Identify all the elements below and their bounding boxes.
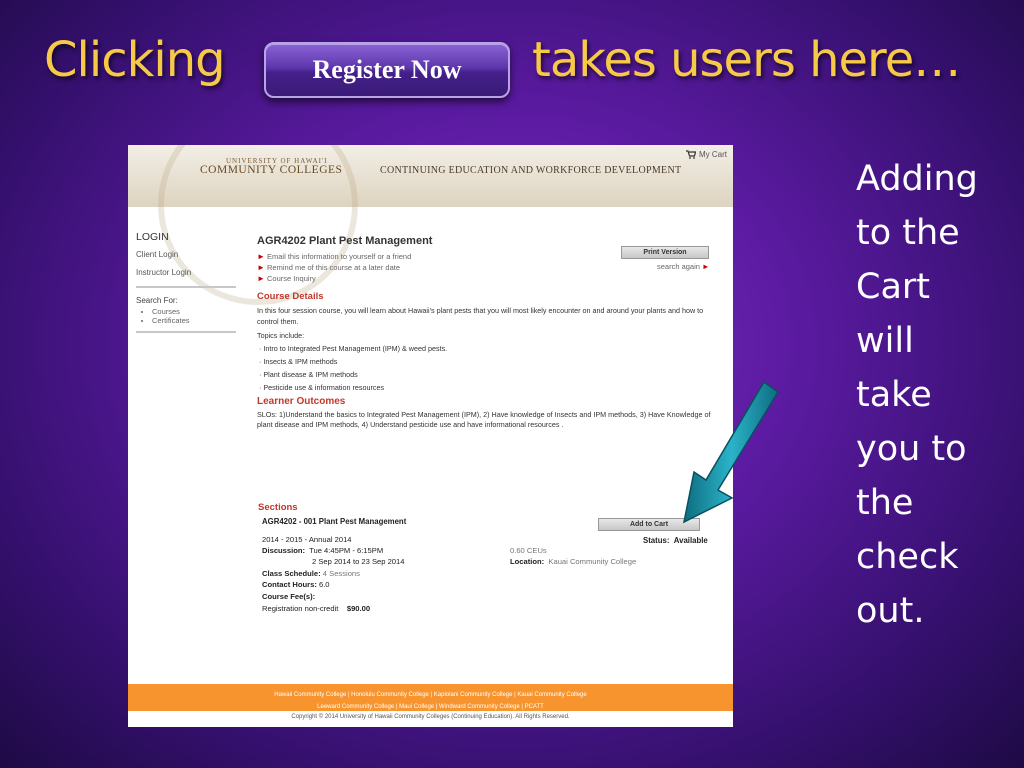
schedule-value[interactable]: 4 Sessions <box>322 569 360 578</box>
contact-hours-value: 6.0 <box>318 580 330 589</box>
community-colleges-logo[interactable]: COMMUNITY COLLEGES <box>200 164 343 176</box>
discussion-time: Tue 4:45PM - 6:15PM <box>309 546 384 555</box>
caption-line: you to <box>856 429 967 469</box>
red-arrow-icon: ► <box>257 263 265 272</box>
division-title: CONTINUING EDUCATION AND WORKFORCE DEVELOPMENT <box>380 165 682 176</box>
discussion-label: Discussion: <box>262 546 306 555</box>
sidebar-divider <box>136 286 236 288</box>
section-title: AGR4202 - 001 Plant Pest Management <box>262 517 407 526</box>
sections-heading: Sections <box>258 502 298 513</box>
ceus: 0.60 CEUs <box>510 546 547 555</box>
topic-item: · Plant disease & IPM methods <box>259 370 358 379</box>
red-arrow-icon: ► <box>257 252 265 261</box>
email-info-link[interactable] <box>257 252 719 261</box>
caption-line: take <box>856 375 932 415</box>
contact-hours-label: Contact Hours: <box>262 580 317 589</box>
status-value: Available <box>673 536 708 545</box>
topic-text: Intro to Integrated Pest Management (IPM) & weed pests. <box>263 344 448 353</box>
term: 2014 - 2015 - Annual 2014 <box>262 535 352 544</box>
sidebar-divider <box>136 331 236 333</box>
discussion-row <box>262 546 383 555</box>
action-label: Email this information to yourself or a friend <box>267 252 412 261</box>
login-heading: LOGIN <box>136 231 169 243</box>
contact-hours-row <box>262 580 330 589</box>
search-list <box>152 307 236 325</box>
topics-intro: Topics include: <box>257 331 305 340</box>
learner-outcomes-text: SLOs: 1)Understand the basics to Integrated Pest Management (IPM), 2) Have knowledge of Insects and IPM methods, 3) Have Knowledge of plant disease and IPM methods, 4) Understand pesticide use and have informational resources . <box>257 410 711 429</box>
cart-icon <box>686 150 696 159</box>
search-again-label: search again <box>657 262 700 271</box>
remind-me-link[interactable] <box>257 263 719 272</box>
course-details-heading: Course Details <box>257 291 324 302</box>
sidebar <box>136 231 236 341</box>
footer-college-links[interactable]: Hawaii Community College | Honolulu Community College | Kapiolani Community College | Kauai Community College <box>274 692 587 698</box>
course-details-text: In this four session course, you will learn about Hawaii’s plant pests that you will most likely encounter on and around your plants and how to control them. <box>257 306 704 326</box>
action-label: Remind me of this course at a later date <box>267 263 400 272</box>
red-arrow-icon: ► <box>702 262 710 271</box>
register-now-button[interactable]: Register Now <box>264 42 510 98</box>
fees-label <box>262 592 315 601</box>
my-cart-label: My Cart <box>699 150 727 159</box>
topic-text: Insects & IPM methods <box>263 357 338 366</box>
fee-row <box>262 604 370 613</box>
title-right: takes users here… <box>532 32 961 88</box>
red-arrow-icon: ► <box>257 274 265 283</box>
pointer-arrow-icon <box>680 380 790 530</box>
add-to-cart-button[interactable]: Add to Cart <box>598 518 700 531</box>
learner-outcomes-heading: Learner Outcomes <box>257 396 346 407</box>
course-main <box>257 235 719 433</box>
location-row <box>510 557 636 566</box>
instructor-login-link[interactable]: Instructor Login <box>136 268 192 277</box>
print-version-button[interactable]: Print Version <box>621 246 709 259</box>
fee-type: Registration non-credit <box>262 604 339 613</box>
footer-college-links[interactable]: Leeward Community College | Maui College | Windward Community College | PCATT <box>317 704 544 710</box>
university-name: UNIVERSITY OF HAWAI'I <box>226 157 328 165</box>
search-courses-link[interactable]: • Courses <box>152 307 236 316</box>
status-label: Status: <box>643 536 670 545</box>
topic-text: Plant disease & IPM methods <box>263 370 358 379</box>
section-status <box>643 536 708 545</box>
side-caption <box>856 152 1006 638</box>
fees-label-text: Course Fee(s): <box>262 592 316 601</box>
topic-item: · Insects & IPM methods <box>259 357 338 366</box>
topic-text: Pesticide use & information resources <box>263 383 385 392</box>
my-cart-link[interactable] <box>686 150 727 159</box>
course-inquiry-link[interactable] <box>257 274 719 283</box>
course-title: AGR4202 Plant Pest Management <box>257 235 433 247</box>
caption-line: will <box>856 321 914 361</box>
search-for-label: Search For: <box>136 296 178 305</box>
fee-amount: $90.00 <box>346 604 371 613</box>
client-login-link[interactable]: Client Login <box>136 250 179 259</box>
caption-line: check <box>856 537 959 577</box>
caption-line: Adding <box>856 159 978 199</box>
discussion-dates: 2 Sep 2014 to 23 Sep 2014 <box>312 557 405 566</box>
action-label: Course Inquiry <box>267 274 316 283</box>
caption-line: out. <box>856 591 925 631</box>
caption-line: Cart <box>856 267 930 307</box>
location-value: Kauai Community College <box>548 557 637 566</box>
topic-item: · Intro to Integrated Pest Management (IPM) & weed pests. <box>259 344 448 353</box>
copyright: Copyright © 2014 University of Hawaii Community Colleges (Continuing Education). All Rights Reserved. <box>128 711 733 727</box>
schedule-row <box>262 569 360 578</box>
website-screenshot <box>128 145 733 727</box>
search-certificates-link[interactable]: • Certificates <box>152 316 236 325</box>
title-left: Clicking <box>44 32 225 88</box>
caption-line: the <box>856 483 914 523</box>
location-label: Location: <box>510 557 545 566</box>
caption-line: to the <box>856 213 960 253</box>
site-header <box>128 145 733 207</box>
schedule-label: Class Schedule: <box>262 569 321 578</box>
topic-item: · Pesticide use & information resources <box>259 383 385 392</box>
